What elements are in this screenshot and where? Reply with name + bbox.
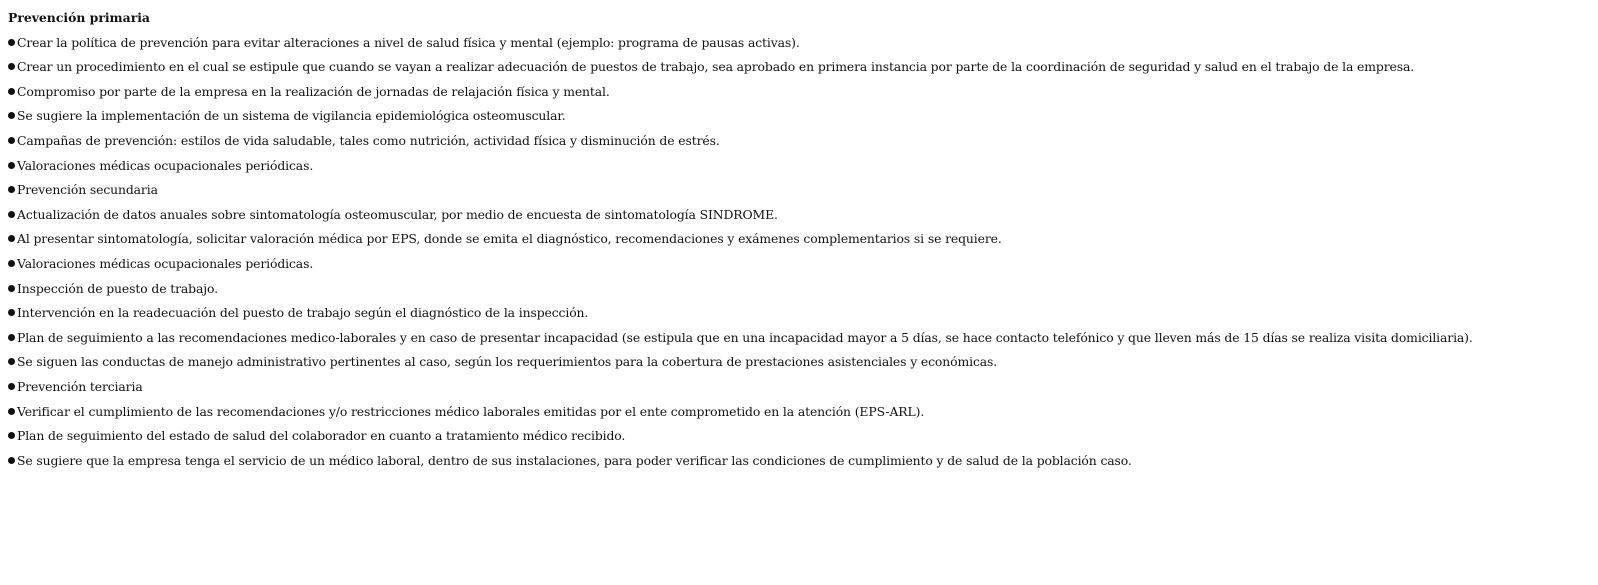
list-item-secondary-heading	[8, 178, 1594, 203]
bullet-icon	[8, 358, 15, 365]
list-item	[8, 326, 1594, 351]
list-item-text: Se siguen las conductas de manejo administrativo pertinentes al caso, según los requerimientos para la cobertura de prestaciones asistenciales y económicas.	[17, 354, 998, 370]
list-item	[8, 424, 1594, 449]
bullet-list	[8, 31, 1594, 474]
list-item-text: Prevención secundaria	[17, 182, 158, 198]
bullet-icon	[8, 309, 15, 316]
list-item-text: Prevención terciaria	[17, 378, 143, 394]
list-item-text: Intervención en la readecuación del puesto de trabajo según el diagnóstico de la inspección.	[17, 305, 589, 321]
bullet-icon	[8, 285, 15, 292]
list-item-text: Al presentar sintomatología, solicitar valoración médica por EPS, donde se emita el diagnóstico, recomendaciones y exámenes complementarios si se requiere.	[17, 231, 1002, 247]
bullet-icon	[8, 162, 15, 169]
bullet-icon	[8, 39, 15, 46]
list-item-text: Crear un procedimiento en el cual se estipule que cuando se vayan a realizar adecuación de puestos de trabajo, sea aprobado en primera instancia por parte de la coordinación de seguridad y salud en el trabajo de la empresa.	[17, 59, 1415, 75]
list-item-text: Inspección de puesto de trabajo.	[17, 280, 218, 296]
list-item	[8, 154, 1594, 179]
bullet-icon	[8, 334, 15, 341]
bullet-icon	[8, 63, 15, 70]
list-item	[8, 129, 1594, 154]
list-item	[8, 400, 1594, 425]
bullet-icon	[8, 235, 15, 242]
list-item-text: Verificar el cumplimiento de las recomendaciones y/o restricciones médico laborales emitidas por el ente comprometido en la atención (EPS-ARL).	[17, 403, 925, 419]
bullet-icon	[8, 457, 15, 464]
bullet-icon	[8, 408, 15, 415]
list-item	[8, 104, 1594, 129]
list-item-text: Valoraciones médicas ocupacionales periódicas.	[17, 157, 314, 173]
bullet-icon	[8, 137, 15, 144]
list-item	[8, 277, 1594, 302]
bullet-icon	[8, 88, 15, 95]
list-item-text: Plan de seguimiento del estado de salud del colaborador en cuanto a tratamiento médico recibido.	[17, 428, 626, 444]
list-item	[8, 203, 1594, 228]
list-item-tertiary-heading	[8, 375, 1594, 400]
list-item	[8, 449, 1594, 474]
document-body	[8, 6, 1594, 473]
list-item	[8, 301, 1594, 326]
list-item-text: Compromiso por parte de la empresa en la realización de jornadas de relajación física y mental.	[17, 83, 610, 99]
list-item	[8, 227, 1594, 252]
bullet-icon	[8, 211, 15, 218]
list-item-text: Se sugiere la implementación de un sistema de vigilancia epidemiológica osteomuscular.	[17, 108, 566, 124]
list-item	[8, 55, 1594, 80]
bullet-icon	[8, 112, 15, 119]
list-item	[8, 252, 1594, 277]
list-item-text: Campañas de prevención: estilos de vida saludable, tales como nutrición, actividad física y disminución de estrés.	[17, 132, 720, 148]
bullet-icon	[8, 260, 15, 267]
section-heading: Prevención primaria	[8, 10, 150, 25]
list-item	[8, 350, 1594, 375]
list-item-text: Actualización de datos anuales sobre sintomatología osteomuscular, por medio de encuesta de sintomatología SINDROME.	[17, 206, 778, 222]
list-item-text: Crear la política de prevención para evitar alteraciones a nivel de salud física y mental (ejemplo: programa de pausas activas).	[17, 34, 800, 50]
list-item	[8, 80, 1594, 105]
bullet-icon	[8, 383, 15, 390]
bullet-icon	[8, 432, 15, 439]
list-item	[8, 31, 1594, 56]
list-item-text: Valoraciones médicas ocupacionales periódicas.	[17, 255, 314, 271]
list-item-text: Plan de seguimiento a las recomendaciones medico-laborales y en caso de presentar incapacidad (se estipula que en una incapacidad mayor a 5 días, se hace contacto telefónico y que lleven más de 15 días se realiza visita domiciliaria).	[17, 329, 1473, 345]
list-item-text: Se sugiere que la empresa tenga el servicio de un médico laboral, dentro de sus instalaciones, para poder verificar las condiciones de cumplimiento y de salud de la población caso.	[17, 452, 1132, 468]
bullet-icon	[8, 186, 15, 193]
